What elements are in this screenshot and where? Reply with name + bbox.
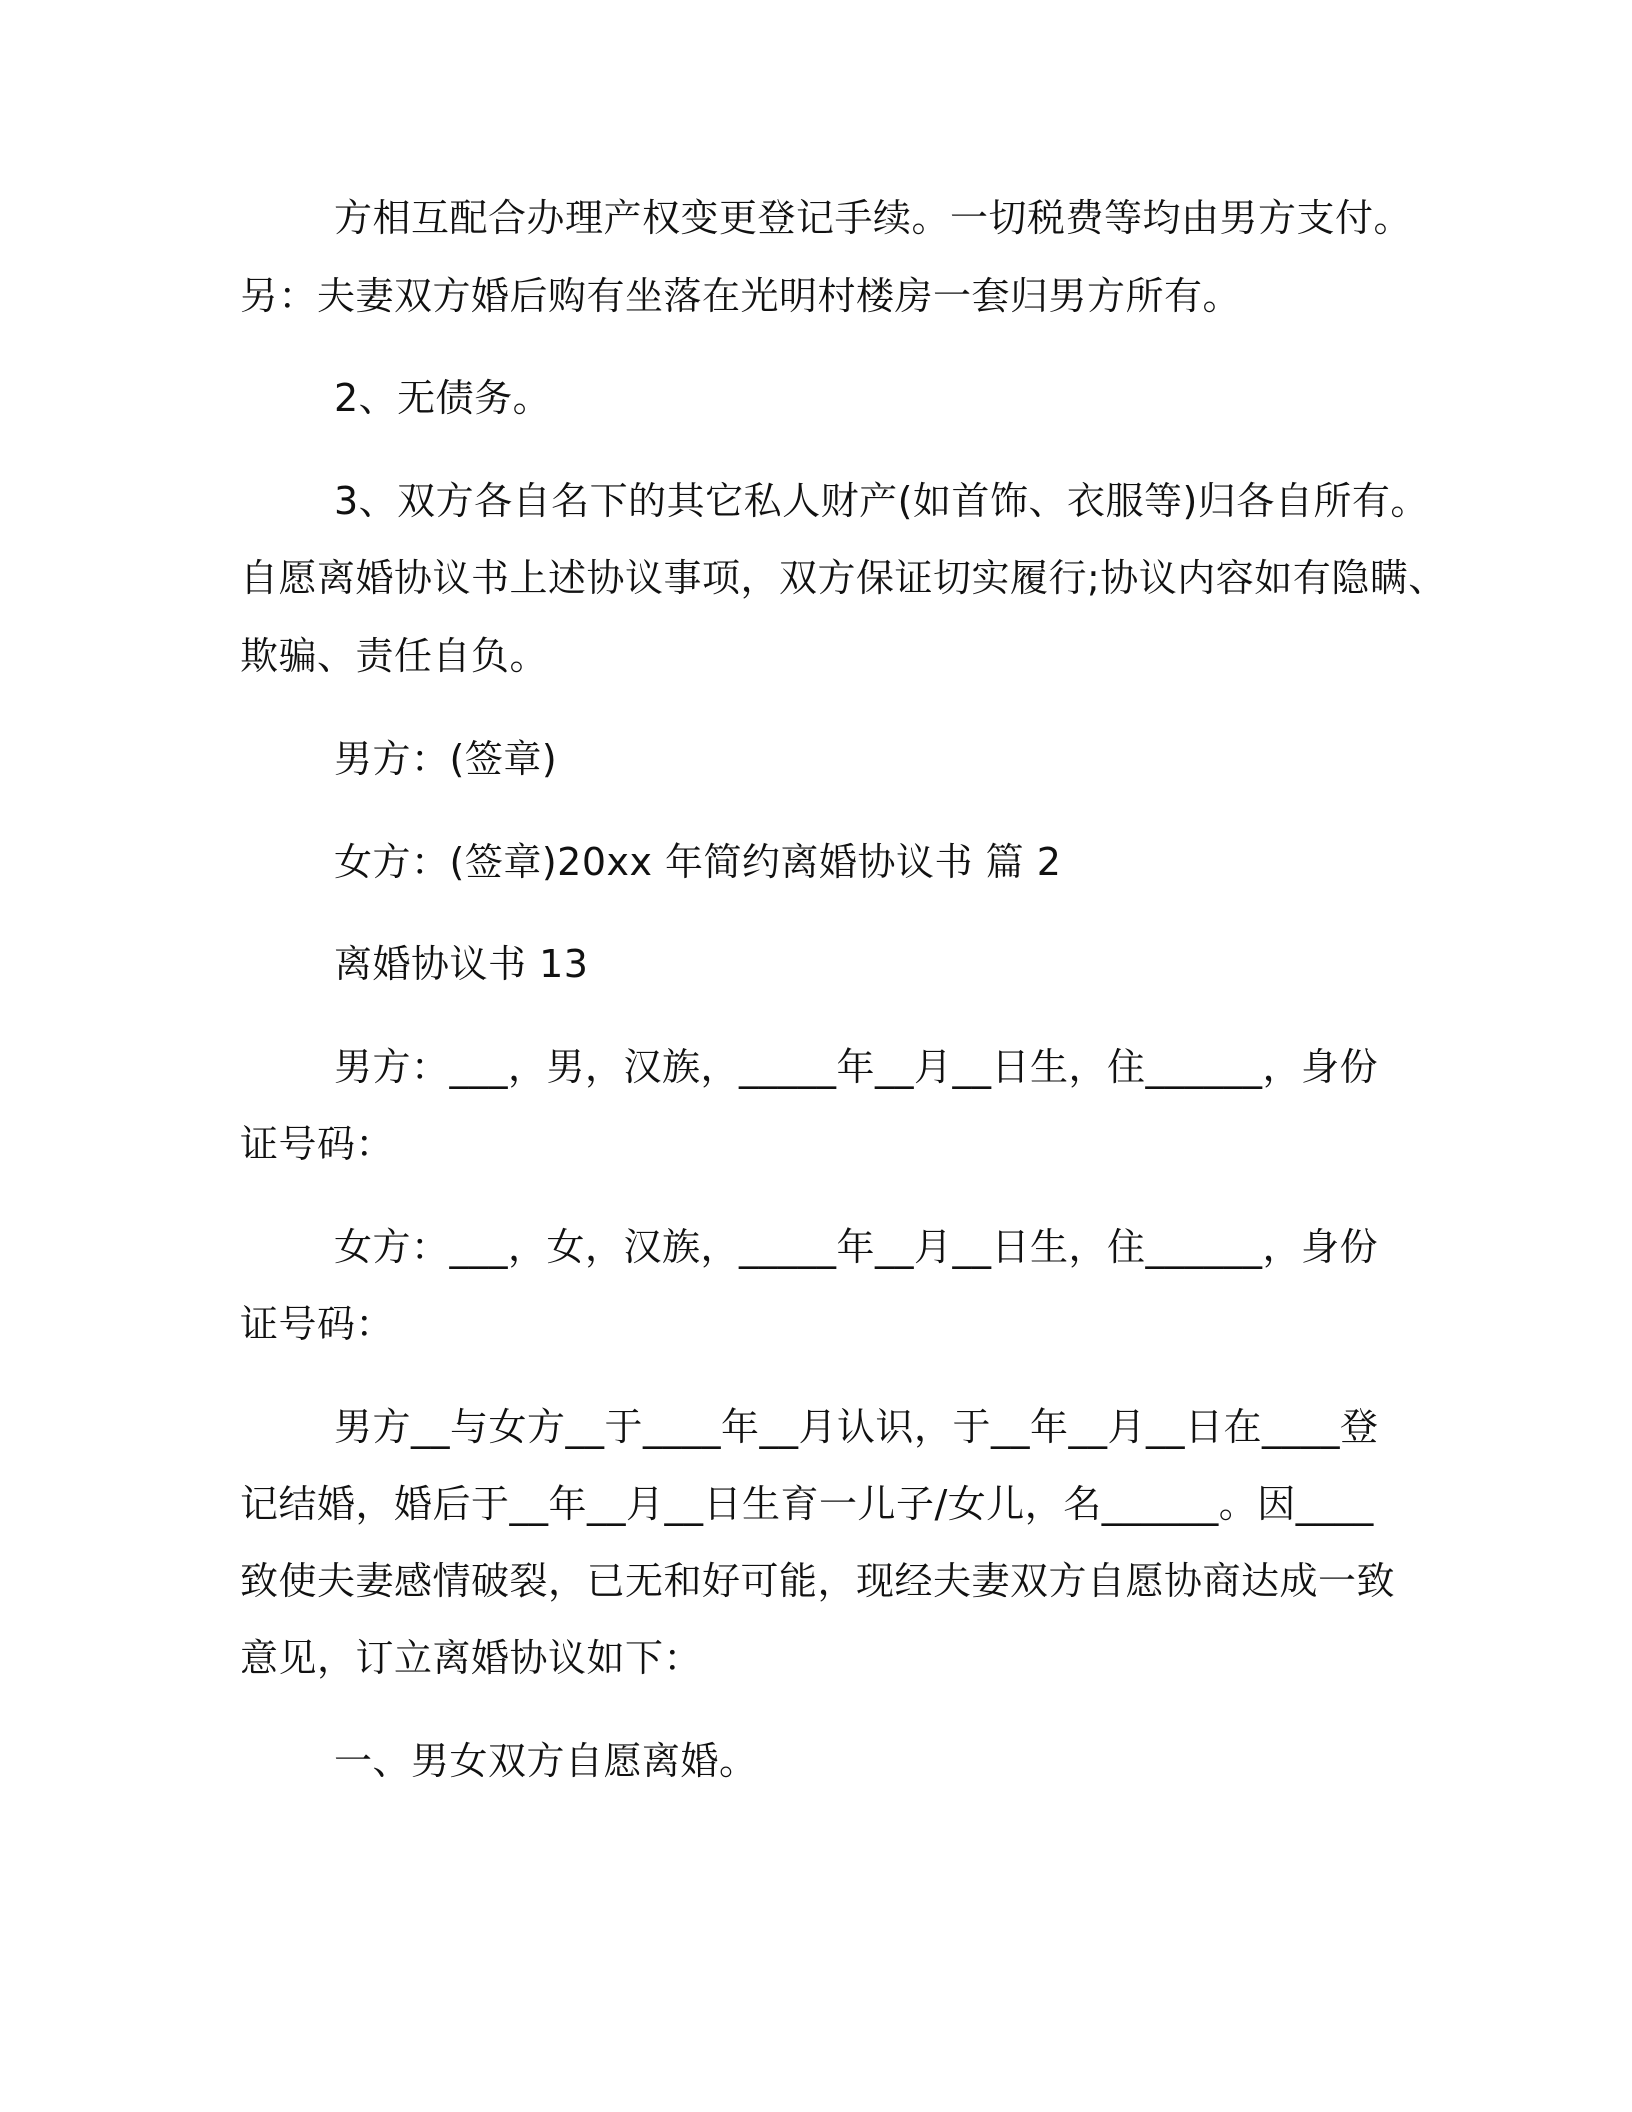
paragraph-line: 证号码：: [240, 1122, 395, 1166]
signature-line-female: 女方：(签章)20xx 年简约离婚协议书 篇 2: [334, 840, 1062, 884]
paragraph-line: 记结婚，婚后于__年__月__日生育一儿子/女儿，名______。因____: [240, 1482, 1374, 1526]
paragraph-line: 另：夫妻双方婚后购有坐落在光明村楼房一套归男方所有。: [240, 274, 1242, 318]
paragraph-line: 2、无债务。: [334, 376, 552, 420]
paragraph-line: 证号码：: [240, 1302, 395, 1346]
paragraph-line: 欺骗、责任自负。: [240, 634, 549, 678]
paragraph-line: 意见，订立离婚协议如下：: [240, 1636, 703, 1680]
paragraph-line: 方相互配合办理产权变更登记手续。一切税费等均由男方支付。: [334, 196, 1413, 240]
paragraph-line: 一、男女双方自愿离婚。: [334, 1739, 758, 1783]
paragraph-line: 3、双方各自名下的其它私人财产(如首饰、衣服等)归各自所有。: [334, 479, 1429, 523]
section-title: 离婚协议书 13: [334, 942, 589, 986]
paragraph-line: 自愿离婚协议书上述协议事项，双方保证切实履行;协议内容如有隐瞒、: [240, 556, 1447, 600]
signature-line-male: 男方：(签章): [334, 737, 558, 781]
paragraph-line: 男方__与女方__于____年__月认识，于__年__月__日在____登: [334, 1405, 1379, 1449]
paragraph-line: 女方：___，女，汉族，_____年__月__日生，住______，身份: [334, 1225, 1379, 1269]
paragraph-line: 致使夫妻感情破裂，已无和好可能，现经夫妻双方自愿协商达成一致: [240, 1559, 1396, 1603]
paragraph-line: 男方：___，男，汉族，_____年__月__日生，住______，身份: [334, 1045, 1379, 1089]
